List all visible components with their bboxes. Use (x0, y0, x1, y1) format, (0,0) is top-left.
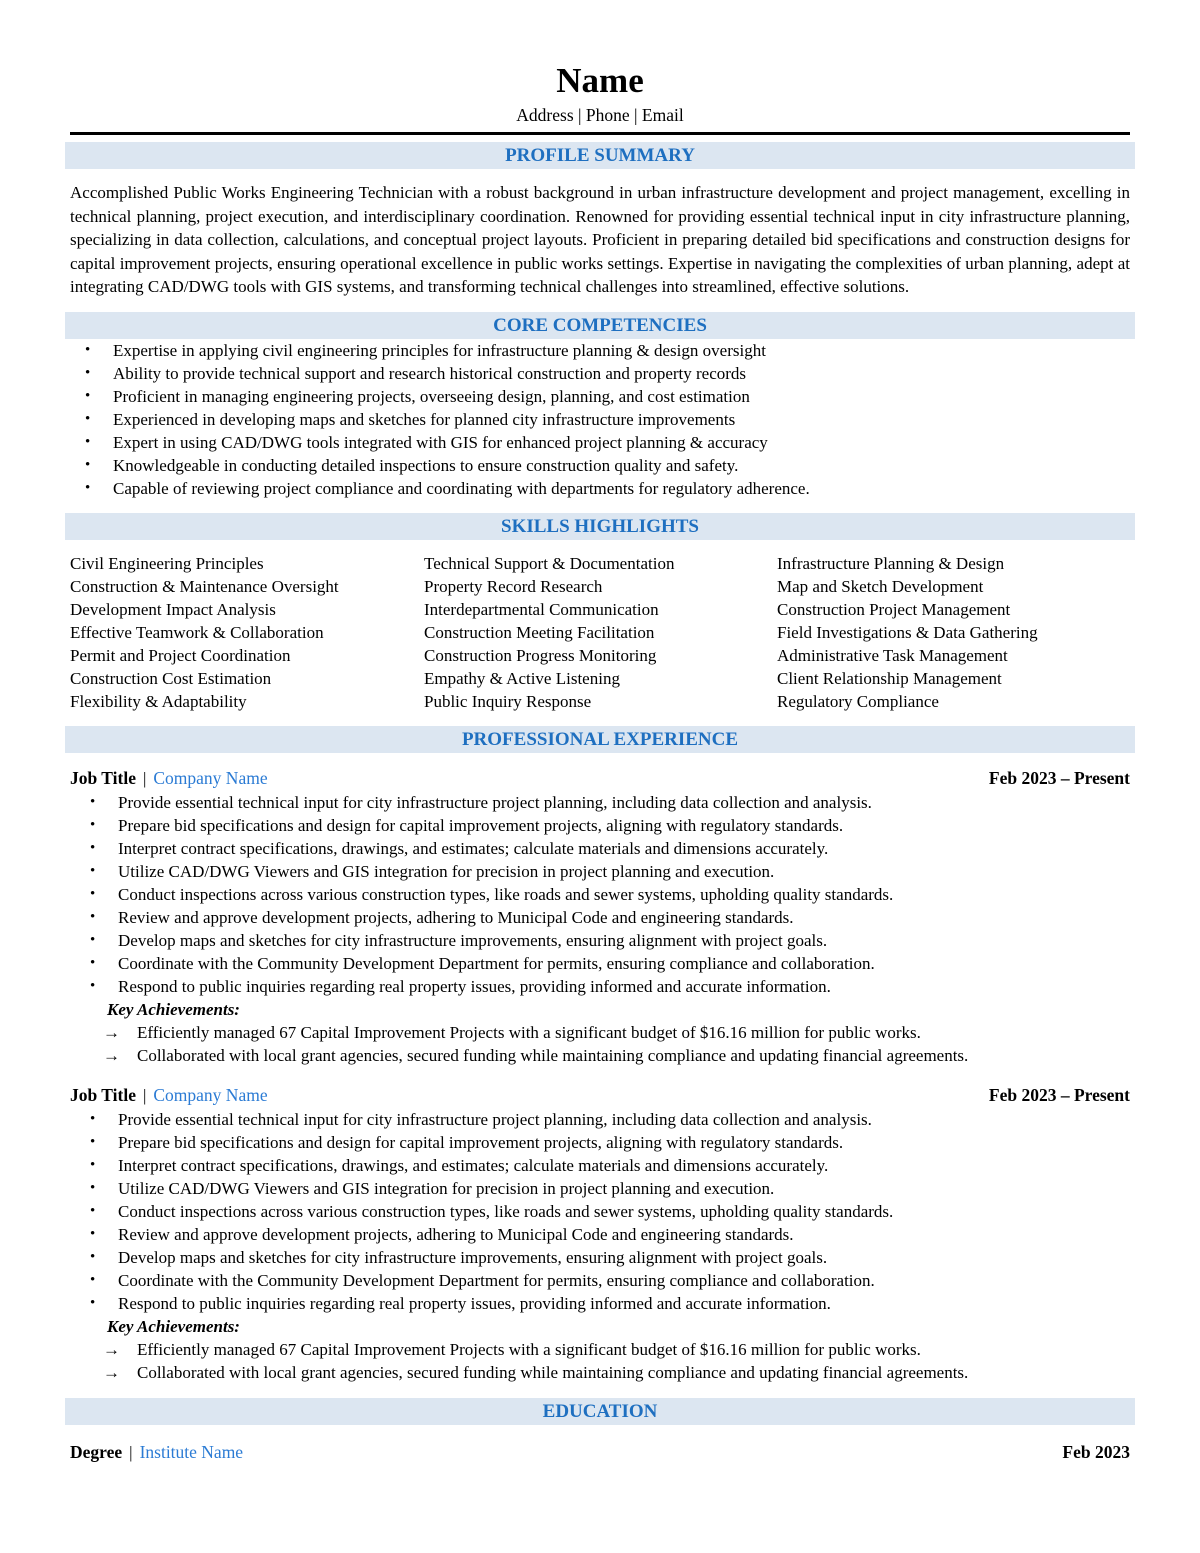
company-name: Company Name (153, 767, 268, 788)
list-item (70, 1246, 1130, 1269)
skill-item: Public Inquiry Response (424, 691, 592, 711)
job-title: Job Title (70, 767, 136, 788)
job-bullet-list (70, 791, 1130, 998)
list-item (70, 883, 1130, 906)
list-item (70, 1044, 1130, 1068)
key-achievements-label: Key Achievements: (107, 999, 240, 1019)
bullet-icon: • (85, 433, 91, 450)
bullet-icon: • (85, 364, 91, 381)
skills-column-1 (70, 552, 424, 713)
competency-text: Capable of reviewing project compliance and coordinating with departments for regulatory adherence. (113, 478, 810, 498)
bullet-icon: • (90, 793, 96, 810)
bullet-icon: • (90, 977, 96, 994)
job-bullet-text: Prepare bid specifications and design for capital improvement projects, aligning with regulatory standards. (118, 815, 844, 835)
list-item (70, 1223, 1130, 1246)
list-item (70, 1338, 1130, 1362)
skill-item: Effective Teamwork & Collaboration (70, 622, 324, 642)
bullet-icon: • (90, 1110, 96, 1127)
bullet-icon: • (85, 410, 91, 427)
list-item (70, 952, 1130, 975)
competency-text: Ability to provide technical support and research historical construction and property records (113, 363, 747, 383)
list-item (65, 408, 1135, 431)
list-item (65, 385, 1135, 408)
competency-text: Experienced in developing maps and sketches for planned city infrastructure improvements (113, 409, 736, 429)
job-bullet-text: Provide essential technical input for city infrastructure project planning, including data collection and analysis. (118, 1109, 872, 1129)
separator: | (142, 768, 147, 788)
job-header (70, 766, 1130, 791)
list-item (70, 1292, 1130, 1315)
section-header-professional-experience: PROFESSIONAL EXPERIENCE (65, 726, 1135, 753)
skill-item: Regulatory Compliance (777, 691, 939, 711)
bullet-icon: • (90, 1133, 96, 1150)
job-bullet-text: Respond to public inquiries regarding real property issues, providing informed and accurate information. (118, 976, 831, 996)
skill-item: Construction Meeting Facilitation (424, 622, 655, 642)
bullet-icon: • (90, 1179, 96, 1196)
job-title: Job Title (70, 1084, 136, 1105)
list-item (70, 1021, 1130, 1045)
profile-summary-text: Accomplished Public Works Engineering Technician with a robust background in urban infrastructure development and project management, excelling in technical planning, project execution, and interdisciplinary coordination. Renowned for providing essential technical input in city infrastructure planning, specializing in data collection, calculations, and conceptual project layouts. Proficient in preparing detailed bid specifications and construction designs for capital improvement projects, ensuring operational excellence in public works settings. Expertise in navigating the complexities of urban planning, adept at integrating CAD/DWG tools with GIS systems, and transforming technical challenges into streamlined, effective solutions. (70, 183, 1130, 296)
bullet-icon: • (90, 816, 96, 833)
bullet-icon: • (85, 341, 91, 358)
skill-item: Construction Cost Estimation (70, 668, 272, 688)
bullet-icon: • (90, 1202, 96, 1219)
bullet-icon: • (90, 1271, 96, 1288)
section-header-profile-summary: PROFILE SUMMARY (65, 142, 1135, 169)
list-item (65, 362, 1135, 385)
skill-item: Field Investigations & Data Gathering (777, 622, 1038, 642)
list-item (70, 975, 1130, 998)
bullet-icon: • (90, 862, 96, 879)
job-bullet-text: Utilize CAD/DWG Viewers and GIS integration for precision in project planning and execution. (118, 1178, 775, 1198)
arrow-icon: → (103, 1022, 120, 1042)
job-dates: Feb 2023 – Present (988, 767, 1130, 788)
skill-item: Permit and Project Coordination (70, 645, 291, 665)
skill-item: Administrative Task Management (777, 645, 1008, 665)
separator: | (129, 1442, 133, 1462)
list-item (70, 929, 1130, 952)
job-entry-2 (70, 1083, 1130, 1385)
job-bullet-text: Interpret contract specifications, drawings, and estimates; calculate materials and dimensions accurately. (118, 1155, 829, 1175)
list-item (70, 1200, 1130, 1223)
list-item (65, 477, 1135, 500)
bullet-icon: • (85, 387, 91, 404)
skill-item: Technical Support & Documentation (424, 553, 675, 573)
job-title-line (70, 766, 268, 791)
list-item (70, 1269, 1130, 1292)
skill-item: Interdepartmental Communication (424, 599, 659, 619)
list-item (70, 1131, 1130, 1154)
list-item (70, 791, 1130, 814)
achievement-text: Efficiently managed 67 Capital Improvement Projects with a significant budget of $16.16 million for public works. (137, 1022, 921, 1042)
list-item (65, 339, 1135, 362)
contact-line: Address | Phone | Email (516, 105, 684, 125)
bullet-icon: • (90, 839, 96, 856)
job-bullet-text: Provide essential technical input for city infrastructure project planning, including data collection and analysis. (118, 792, 872, 812)
job-title-line (70, 1083, 268, 1108)
skill-item: Property Record Research (424, 576, 603, 596)
education-title-line (70, 1440, 243, 1465)
competency-text: Expert in using CAD/DWG tools integrated with GIS for enhanced project planning & accuracy (113, 432, 768, 452)
core-competencies-list (65, 339, 1135, 500)
list-item (70, 1154, 1130, 1177)
section-header-core-competencies: CORE COMPETENCIES (65, 312, 1135, 339)
bullet-icon: • (90, 954, 96, 971)
bullet-icon: • (90, 1248, 96, 1265)
company-name: Company Name (153, 1084, 268, 1105)
separator: | (142, 1085, 147, 1105)
job-bullet-text: Interpret contract specifications, drawings, and estimates; calculate materials and dimensions accurately. (118, 838, 829, 858)
education-date: Feb 2023 (1062, 1441, 1130, 1462)
bullet-icon: • (85, 456, 91, 473)
achievements-list (70, 1338, 1130, 1385)
skill-item: Empathy & Active Listening (424, 668, 620, 688)
skill-item: Construction Progress Monitoring (424, 645, 657, 665)
bullet-icon: • (90, 1294, 96, 1311)
section-header-skills-highlights: SKILLS HIGHLIGHTS (65, 513, 1135, 540)
skill-item: Flexibility & Adaptability (70, 691, 247, 711)
institute-name: Institute Name (139, 1441, 244, 1462)
list-item (65, 454, 1135, 477)
job-bullet-text: Conduct inspections across various construction types, like roads and sewer systems, upholding quality standards. (118, 1201, 894, 1221)
list-item (65, 431, 1135, 454)
job-entry-1 (70, 766, 1130, 1068)
skill-item: Development Impact Analysis (70, 599, 276, 619)
job-bullet-text: Respond to public inquiries regarding real property issues, providing informed and accurate information. (118, 1293, 831, 1313)
skill-item: Infrastructure Planning & Design (777, 553, 1005, 573)
list-item (70, 906, 1130, 929)
job-header (70, 1083, 1130, 1108)
job-bullet-text: Conduct inspections across various construction types, like roads and sewer systems, upholding quality standards. (118, 884, 894, 904)
skill-item: Client Relationship Management (777, 668, 1002, 688)
job-bullet-text: Coordinate with the Community Development Department for permits, ensuring compliance and collaboration. (118, 1270, 875, 1290)
skills-column-3 (777, 552, 1130, 713)
skill-item: Construction Project Management (777, 599, 1011, 619)
bullet-icon: • (90, 1225, 96, 1242)
job-bullet-list (70, 1108, 1130, 1315)
skills-column-2 (424, 552, 777, 713)
education-entry (70, 1440, 1130, 1465)
competency-text: Knowledgeable in conducting detailed inspections to ensure construction quality and safety. (113, 455, 739, 475)
skill-item: Map and Sketch Development (777, 576, 984, 596)
competency-text: Expertise in applying civil engineering principles for infrastructure planning & design oversight (113, 340, 766, 360)
job-bullet-text: Develop maps and sketches for city infrastructure improvements, ensuring alignment with project goals. (118, 1247, 828, 1267)
list-item (70, 860, 1130, 883)
skills-grid (70, 552, 1130, 713)
list-item (70, 1177, 1130, 1200)
bullet-icon: • (90, 1156, 96, 1173)
section-header-education: EDUCATION (65, 1398, 1135, 1425)
list-item (70, 814, 1130, 837)
achievement-text: Efficiently managed 67 Capital Improvement Projects with a significant budget of $16.16 million for public works. (137, 1339, 921, 1359)
list-item (70, 1361, 1130, 1385)
bullet-icon: • (85, 479, 91, 496)
key-achievements-label: Key Achievements: (107, 1316, 240, 1336)
bullet-icon: • (90, 931, 96, 948)
bullet-icon: • (90, 885, 96, 902)
job-bullet-text: Prepare bid specifications and design for capital improvement projects, aligning with regulatory standards. (118, 1132, 844, 1152)
arrow-icon: → (103, 1363, 120, 1382)
achievement-text: Collaborated with local grant agencies, secured funding while maintaining compliance and updating financial agreements. (137, 1363, 969, 1382)
job-bullet-text: Coordinate with the Community Development Department for permits, ensuring compliance and collaboration. (118, 953, 875, 973)
arrow-icon: → (103, 1339, 120, 1359)
job-dates: Feb 2023 – Present (988, 1084, 1130, 1105)
job-bullet-text: Review and approve development projects, adhering to Municipal Code and engineering standards. (118, 1224, 794, 1244)
candidate-name: Name (556, 61, 644, 100)
arrow-icon: → (103, 1046, 120, 1065)
job-bullet-text: Utilize CAD/DWG Viewers and GIS integration for precision in project planning and execution. (118, 861, 775, 881)
list-item (70, 1108, 1130, 1131)
job-bullet-text: Develop maps and sketches for city infrastructure improvements, ensuring alignment with project goals. (118, 930, 828, 950)
bullet-icon: • (90, 908, 96, 925)
competency-text: Proficient in managing engineering projects, overseeing design, planning, and cost estimation (113, 386, 750, 406)
header-divider (70, 132, 1130, 135)
achievements-list (70, 1021, 1130, 1068)
job-bullet-text: Review and approve development projects, adhering to Municipal Code and engineering standards. (118, 907, 794, 927)
skill-item: Civil Engineering Principles (70, 553, 264, 573)
degree-name: Degree (70, 1441, 123, 1462)
skill-item: Construction & Maintenance Oversight (70, 576, 339, 596)
list-item (70, 837, 1130, 860)
achievement-text: Collaborated with local grant agencies, secured funding while maintaining compliance and updating financial agreements. (137, 1046, 969, 1065)
